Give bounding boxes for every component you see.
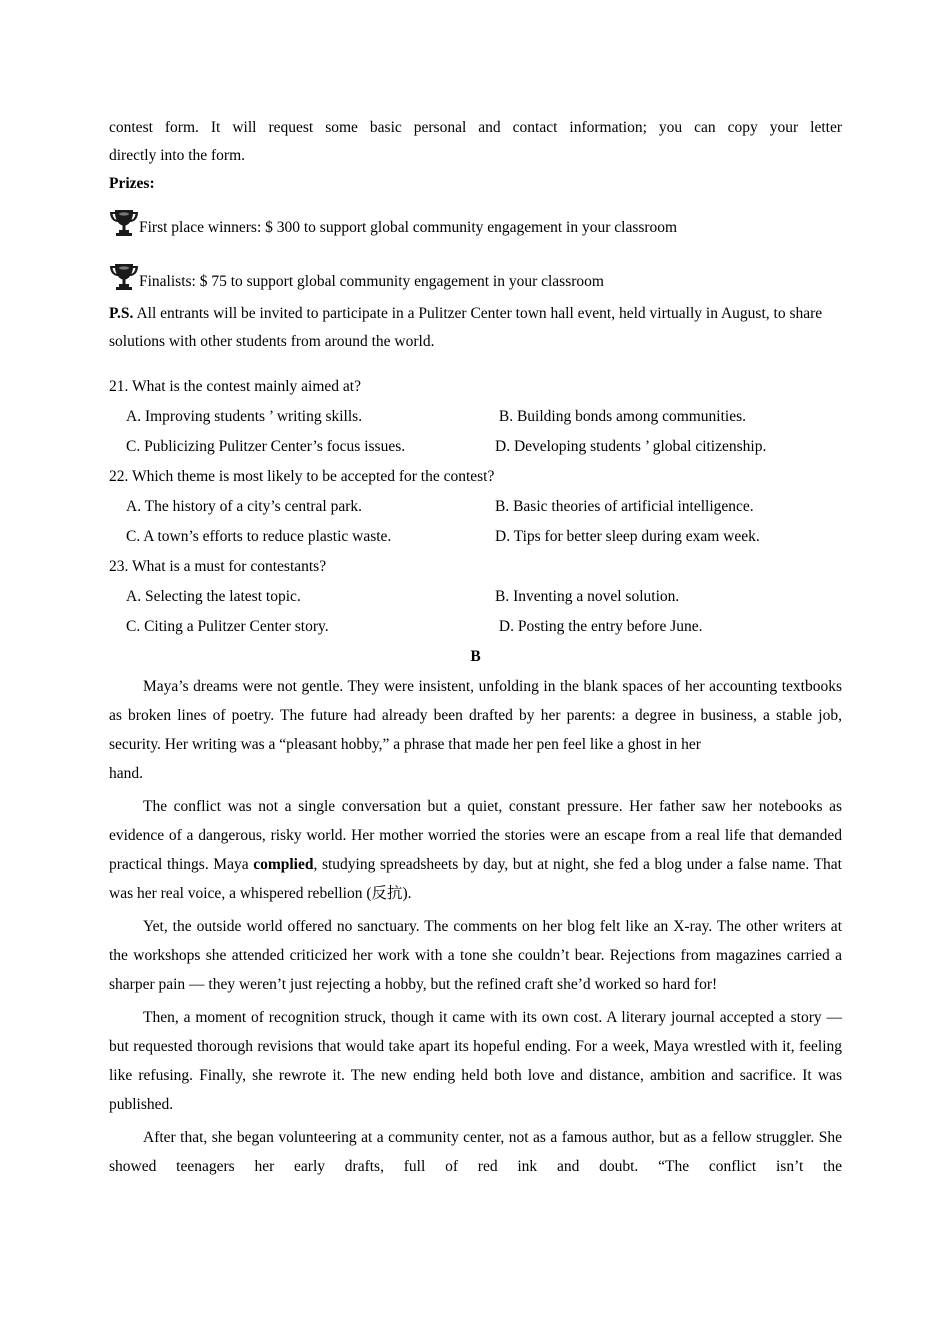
question-22-option-d: D. Tips for better sleep during exam week. — [495, 527, 760, 545]
question-22-stem: 22. Which theme is most likely to be accepted for the contest? — [109, 467, 495, 485]
question-23-option-b: B. Inventing a novel solution. — [495, 587, 680, 605]
prize-first-place-text: First place winners: $ 300 to support global community engagement in your classroom — [139, 219, 678, 236]
prize-finalists-text: Finalists: $ 75 to support global community engagement in your classroom — [139, 273, 604, 290]
trophy-icon — [109, 262, 139, 292]
passage-paragraph-2-text-a: The conflict was not a single conversation but a quiet, constant pressure. Her father saw her notebooks as evidence of a dangerous, risky world. Her mother worried the stories were an escape from a real life that demanded practical things. Maya — [109, 797, 842, 873]
question-23-option-c: C. Citing a Pulitzer Center story. — [126, 617, 329, 635]
ps-text: All entrants will be invited to participate in a Pulitzer Center town hall event, held virtually in August, to share solutions with other students from around the world. — [109, 305, 823, 350]
intro-line-2: directly into the form. — [109, 147, 246, 164]
passage-paragraph-1: Maya’s dreams were not gentle. They were insistent, unfolding in the blank spaces of her accounting textbooks as broken lines of poetry. The future had already been drafted by her parents: a degree in business, a stable job, security. Her writing was a “pleasant hobby,” a phrase that made her pen feel like a ghost in her — [109, 677, 842, 753]
ps-label: P.S. — [109, 305, 134, 322]
question-21-stem: 21. What is the contest mainly aimed at? — [109, 377, 361, 395]
question-22-options-row-1 — [109, 492, 842, 522]
prize-first-place — [109, 204, 842, 238]
question-21-options-row-1 — [109, 402, 842, 432]
passage-keyword-complied: complied — [253, 855, 314, 873]
question-23-options-row-1 — [109, 582, 842, 612]
question-21-options-row-2 — [109, 432, 842, 462]
question-21-option-d: D. Developing students ’ global citizenship. — [495, 437, 767, 455]
passage-paragraph-2 — [109, 792, 842, 908]
document-page — [109, 114, 842, 1185]
passage-paragraph-2-text-b: , studying spreadsheets by day, but at night, she fed a blog under a false name. That was her real voice, a whispered rebellion (反抗). — [109, 855, 842, 902]
intro-line-1: contest form. It will request some basic personal and contact information; you can copy your letter — [109, 119, 842, 136]
question-23-options-row-2 — [109, 612, 842, 642]
section-b-heading: B — [470, 647, 481, 665]
ps-note — [109, 300, 842, 356]
passage-paragraph-4: Then, a moment of recognition struck, though it came with its own cost. A literary journal accepted a story — but requested thorough revisions that would take apart its hopeful ending. For a week, Maya wrestled with it, feeling like refusing. Finally, she rewrote it. The new ending held both love and distance, ambition and sacrifice. It was published. — [109, 1008, 842, 1113]
question-21-option-a: A. Improving students ’ writing skills. — [126, 407, 363, 425]
question-21-option-b: B. Building bonds among communities. — [495, 407, 747, 425]
question-21-option-c: C. Publicizing Pulitzer Center’s focus issues. — [126, 437, 406, 455]
question-22-options-row-2 — [109, 522, 842, 552]
passage-paragraph-1-tail: hand. — [109, 764, 144, 782]
question-22-option-c: C. A town’s efforts to reduce plastic waste. — [126, 527, 392, 545]
trophy-icon — [109, 208, 139, 238]
passage-paragraph-5: After that, she began volunteering at a community center, not as a famous author, but as a fellow struggler. She showed teenagers her early drafts, full of red ink and doubt. “The conflict isn’t the — [109, 1128, 842, 1175]
question-22-option-b: B. Basic theories of artificial intelligence. — [495, 497, 754, 515]
prize-finalists — [109, 258, 842, 292]
question-22-option-a: A. The history of a city’s central park. — [126, 497, 363, 515]
passage-paragraph-3: Yet, the outside world offered no sanctuary. The comments on her blog felt like an X-ray. The other writers at the workshops she attended criticized her work with a tone she couldn’t bear. Rejections from magazines carried a sharper pain — they weren’t just rejecting a hobby, but the refined craft she’d worked so hard for! — [109, 917, 842, 993]
prizes-heading: Prizes: — [109, 175, 155, 192]
question-23-stem: 23. What is a must for contestants? — [109, 557, 327, 575]
question-23-option-d: D. Posting the entry before June. — [495, 617, 703, 635]
question-23-option-a: A. Selecting the latest topic. — [126, 587, 301, 605]
